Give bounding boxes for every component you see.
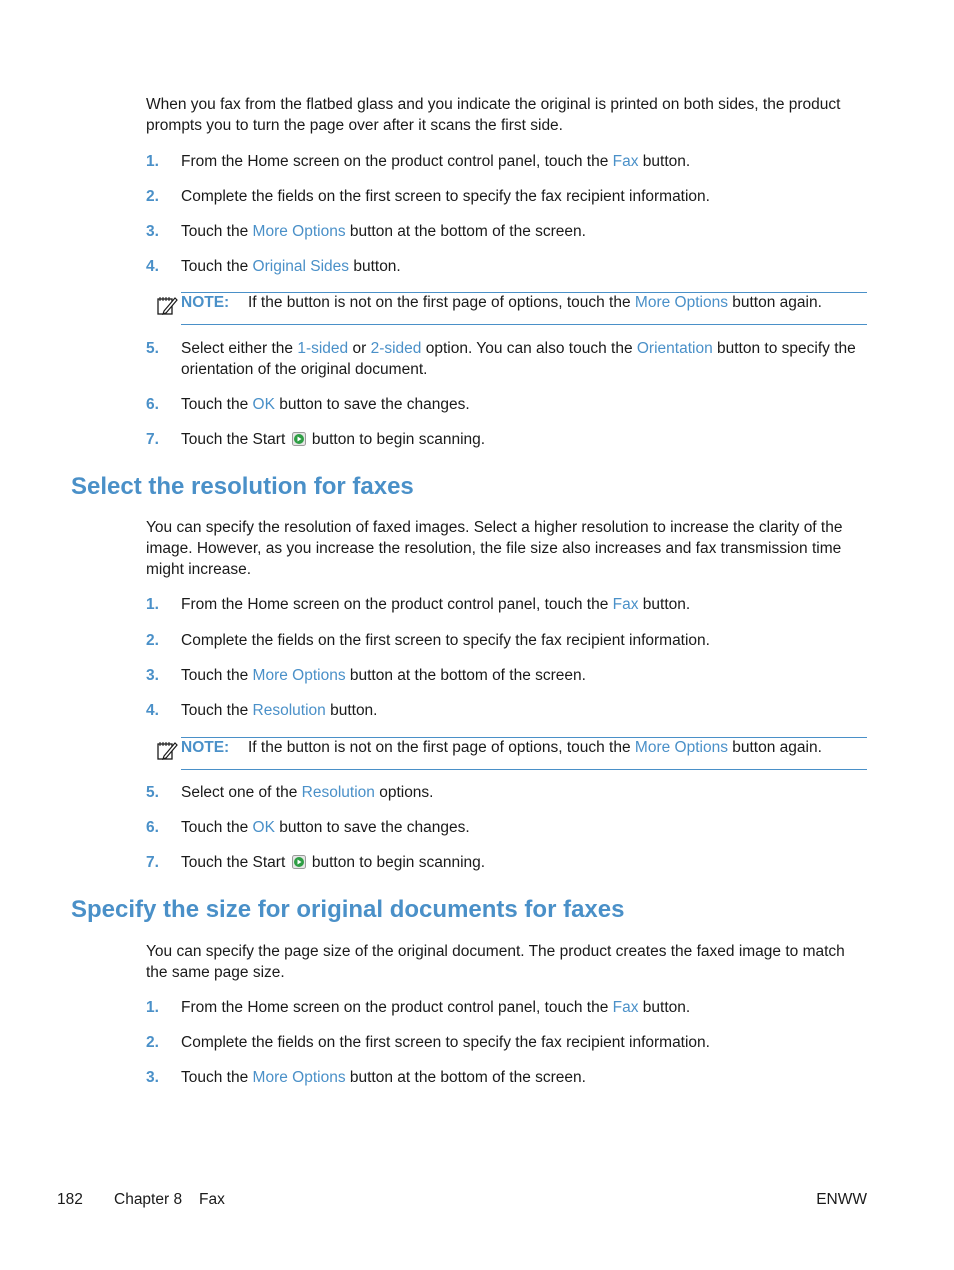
- resolution-ref: Resolution: [301, 784, 375, 801]
- resolution-ref: Resolution: [252, 702, 326, 719]
- ok-button-ref: OK: [252, 396, 275, 413]
- step-text: Touch the Start button to begin scanning.: [181, 854, 486, 871]
- step-text: Select one of the Resolution options.: [181, 784, 434, 801]
- step-number: 6.: [146, 819, 159, 836]
- chapter-label: Chapter 8: [114, 1191, 183, 1208]
- original-sides-ref: Original Sides: [252, 258, 350, 275]
- step-text: Touch the More Options button at the bottom of the screen.: [181, 223, 586, 240]
- note-label: NOTE:: [181, 294, 230, 311]
- step-number: 3.: [146, 223, 159, 240]
- more-options-ref: More Options: [634, 294, 728, 311]
- step-text: Complete the fields on the first screen to specify the fax recipient information.: [181, 632, 710, 649]
- more-options-ref: More Options: [252, 1069, 346, 1086]
- step-number: 1.: [146, 153, 159, 170]
- note-rule-bottom: [181, 769, 867, 770]
- step-text: From the Home screen on the product control panel, touch the Fax button.: [181, 596, 691, 613]
- page-number: 182: [57, 1191, 83, 1208]
- step-number: 1.: [146, 596, 159, 613]
- orientation-ref: Orientation: [636, 340, 713, 357]
- ok-button-ref: OK: [252, 819, 275, 836]
- step-number: 3.: [146, 667, 159, 684]
- step-number: 2.: [146, 1034, 159, 1051]
- step-text: Complete the fields on the first screen to specify the fax recipient information.: [181, 188, 710, 205]
- fax-button-ref: Fax: [612, 153, 639, 170]
- step-number: 6.: [146, 396, 159, 413]
- step-number: 2.: [146, 632, 159, 649]
- step-number: 7.: [146, 854, 159, 871]
- note-label: NOTE:: [181, 739, 230, 756]
- step-text: Touch the More Options button at the bottom of the screen.: [181, 667, 586, 684]
- note-box: [156, 292, 867, 324]
- step-number: 4.: [146, 258, 159, 275]
- step-text: Touch the OK button to save the changes.: [181, 396, 470, 413]
- note-box: [156, 737, 867, 769]
- step-text: Select either the 1-sided or 2-sided option. You can also touch the Orientation button to specify the orientation of the original document.: [181, 340, 856, 378]
- step-text: Complete the fields on the first screen to specify the fax recipient information.: [181, 1034, 710, 1051]
- step-number: 7.: [146, 431, 159, 448]
- step-number: 5.: [146, 784, 159, 801]
- start-icon: [292, 855, 306, 869]
- section-heading-resolution: Select the resolution for faxes: [71, 473, 414, 500]
- step-number: 5.: [146, 340, 159, 357]
- more-options-ref: More Options: [634, 739, 728, 756]
- chapter-title: Fax: [199, 1191, 225, 1208]
- note-pencil-icon: [156, 294, 178, 316]
- step-number: 1.: [146, 999, 159, 1016]
- step-number: 4.: [146, 702, 159, 719]
- fax-button-ref: Fax: [612, 596, 639, 613]
- step-text: Touch the Start button to begin scanning.: [181, 431, 486, 448]
- step-text: From the Home screen on the product control panel, touch the Fax button.: [181, 999, 691, 1016]
- note-pencil-icon: [156, 739, 178, 761]
- two-sided-ref: 2-sided: [370, 340, 422, 357]
- fax-button-ref: Fax: [612, 999, 639, 1016]
- note-rule-bottom: [181, 324, 867, 325]
- step-text: Touch the OK button to save the changes.: [181, 819, 470, 836]
- step-number: 2.: [146, 188, 159, 205]
- step-text: Touch the More Options button at the bottom of the screen.: [181, 1069, 586, 1086]
- note-text: If the button is not on the first page of options, touch the More Options button again.: [248, 739, 822, 756]
- step-text: Touch the Resolution button.: [181, 702, 378, 719]
- more-options-ref: More Options: [252, 667, 346, 684]
- intro-paragraph: When you fax from the flatbed glass and you indicate the original is printed on both sides, the product prompts you to turn the page over after it scans the first side.: [146, 96, 841, 134]
- step-text: From the Home screen on the product control panel, touch the Fax button.: [181, 153, 691, 170]
- footer-brand: ENWW: [816, 1191, 867, 1208]
- section-intro: You can specify the page size of the original document. The product creates the faxed image to match the same page size.: [146, 943, 845, 981]
- more-options-ref: More Options: [252, 223, 346, 240]
- one-sided-ref: 1-sided: [297, 340, 349, 357]
- section-heading-original-size: Specify the size for original documents for faxes: [71, 896, 625, 923]
- section-intro: You can specify the resolution of faxed images. Select a higher resolution to increase the clarity of the image. However, as you increase the resolution, the file size also increases and fax transmission time might increase.: [146, 519, 843, 578]
- step-text: Touch the Original Sides button.: [181, 258, 401, 275]
- step-number: 3.: [146, 1069, 159, 1086]
- note-text: If the button is not on the first page of options, touch the More Options button again.: [248, 294, 822, 311]
- start-icon: [292, 432, 306, 446]
